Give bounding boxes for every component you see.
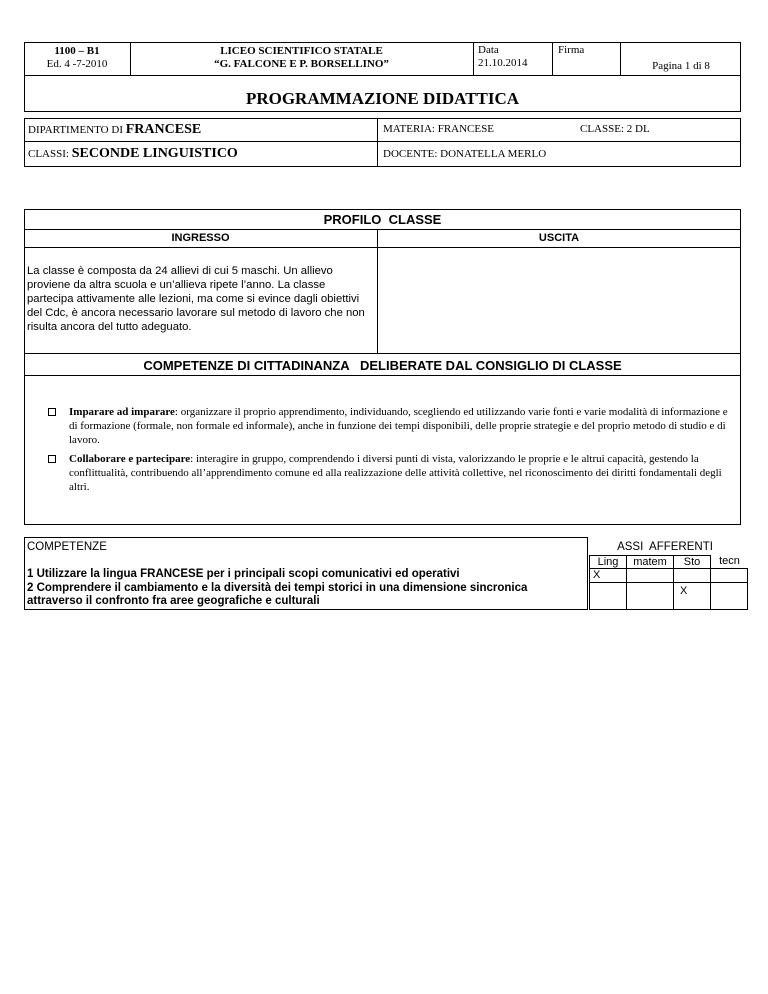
date-cell (478, 44, 550, 70)
profile-title: PROFILO CLASSE (323, 212, 442, 227)
citizenship-item (48, 452, 728, 494)
subject-value: FRANCESE (437, 123, 494, 135)
axis-header-matem: matem (626, 555, 674, 569)
competence-row-1: 1 Utilizzare la lingua FRANCESE per i principali scopi comunicativi ed operativi (27, 568, 460, 580)
page-title: PROGRAMMAZIONE DIDATTICA (245, 89, 520, 108)
classes-field (28, 145, 373, 163)
info-divider (377, 118, 378, 167)
citizenship-title: COMPETENZE DI CITTADINANZA DELIBERATE DAL CONSIGLIO DI CLASSE (143, 358, 622, 373)
citizenship-item-title: Collaborare e partecipare (69, 453, 191, 465)
school-line2: “G. FALCONE E P. BORSELLINO” (214, 58, 389, 70)
axis-mark-row1-tecn (710, 568, 748, 583)
axes-header: ASSI AFFERENTI (617, 541, 713, 553)
department-value: FRANCESE (125, 122, 202, 137)
axis-mark-row1-ling: X (589, 568, 627, 583)
axis-header-ling: Ling (589, 555, 627, 569)
axis-mark-row2-tecn (710, 582, 748, 610)
axis-mark-row2-matem (626, 582, 674, 610)
teacher-field (383, 146, 738, 163)
competences-header: COMPETENZE (27, 541, 107, 553)
header-divider (473, 42, 474, 76)
subject-field (383, 121, 573, 138)
department-label: DIPARTIMENTO DI (28, 124, 123, 136)
date-label: Data (478, 44, 499, 56)
date-value: 21.10.2014 (478, 57, 528, 69)
competence-row-2: 2 Comprendere il cambiamento e la diversità dei tempi storici in una dimensione sincronica attraverso il confronto fra aree geografiche e culturali (27, 582, 528, 607)
axis-mark-row1-matem (626, 568, 674, 583)
citizenship-item-text: : interagire in gruppo, comprendendo i diversi punti di vista, valorizzando le proprie e le altrui capacità, gestendo la conflittualità, contribuendo all’apprendimento comune ed alla realizzazione delle attività collettive, nel riconoscimento dei diritti fondamentali degli altri. (69, 453, 722, 493)
page-number: Pagina 1 di 8 (652, 60, 710, 72)
info-divider (24, 141, 741, 142)
class-label: CLASSE: (580, 123, 625, 135)
axis-mark-row2-sto: X (673, 582, 711, 610)
doc-code: 1100 – B1 (54, 45, 100, 57)
axis-mark-row1-sto (673, 568, 711, 583)
axis-mark-row2-ling (589, 582, 627, 610)
checkbox-bullet-icon (48, 455, 56, 463)
profile-divider (377, 229, 378, 354)
classes-label: CLASSI: (28, 148, 69, 160)
entry-text: La classe è composta da 24 allievi di cui 5 maschi. Un allievo proviene da altra scuola e un’allieva ripete l’anno. La classe partecipa attivamente alle lezioni, ma come si evince dagli obiettivi del Cdc, è ancora necessario lavorare sul metodo di lavoro che non risulta ancora del tutto adeguato. (27, 265, 365, 333)
citizenship-item-title: Imparare ad imparare (69, 406, 175, 418)
axis-header-tecn: tecn (710, 555, 748, 569)
doc-code-cell (24, 45, 130, 71)
citizenship-divider (24, 375, 741, 376)
citizenship-list (48, 405, 728, 494)
school-name-cell (130, 45, 473, 71)
checkbox-bullet-icon (48, 408, 56, 416)
subject-label: MATERIA: (383, 123, 435, 135)
department-field (28, 121, 373, 139)
header-divider (620, 42, 621, 76)
exit-header: USCITA (538, 232, 580, 244)
school-line1: LICEO SCIENTIFICO STATALE (220, 45, 383, 57)
teacher-value: DONATELLA MERLO (440, 148, 547, 160)
classes-value: SECONDE LINGUISTICO (71, 146, 238, 161)
doc-edition: Ed. 4 -7-2010 (46, 58, 108, 70)
axis-header-sto: Sto (673, 555, 711, 569)
header-divider (552, 42, 553, 76)
profile-divider (24, 247, 741, 248)
signature-label: Firma (558, 44, 585, 56)
citizenship-item-text: : organizzare il proprio apprendimento, individuando, scegliendo ed utilizzando varie fonti e varie modalità di informazione e di formazione (formale, non formale ed informale), anche in funzione dei tempi disponibili, delle proprie strategie e del proprio metodo di studio e di lavoro. (69, 406, 728, 446)
teacher-label: DOCENTE: (383, 148, 438, 160)
entry-header: INGRESSO (171, 232, 230, 244)
citizenship-item (48, 405, 728, 447)
profile-divider (24, 229, 741, 230)
class-field (580, 121, 730, 138)
class-value: 2 DL (626, 123, 650, 135)
